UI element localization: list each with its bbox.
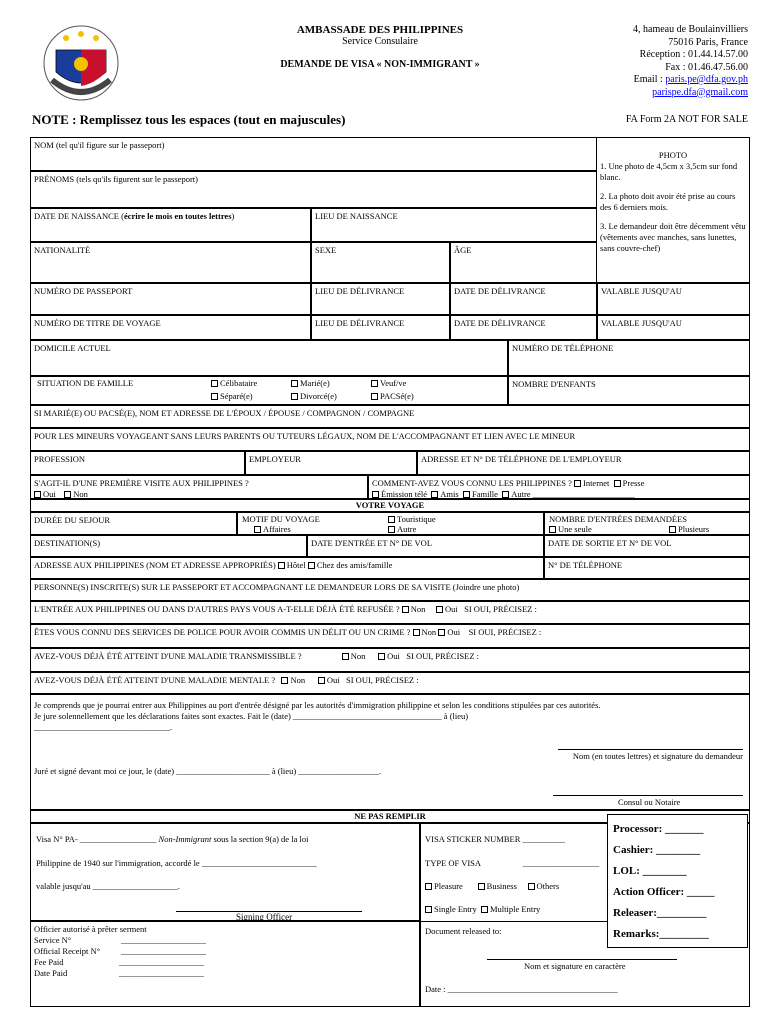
checkbox-label: Divorcé(e) — [300, 391, 337, 401]
field-label: LIEU DE NAISSANCE — [315, 211, 398, 221]
processor-field: Processor: _______ — [613, 823, 704, 835]
checkbox-veuf[interactable] — [371, 378, 406, 389]
field-mineurs[interactable] — [30, 428, 750, 451]
checkbox-label: Oui — [387, 651, 400, 661]
field-motif — [237, 512, 544, 535]
field-label: SITUATION DE FAMILLE — [37, 378, 134, 388]
field-label: SI OUI, PRÉCISEZ : — [468, 627, 542, 637]
action-officer-field: Action Officer: _____ — [613, 886, 715, 898]
embassy-seal — [42, 24, 120, 102]
checkbox-label: Amis — [440, 489, 459, 499]
field-label: NOMBRE D'ENTRÉES DEMANDÉES — [549, 514, 688, 524]
field-label: LIEU DE DÉLIVRANCE — [315, 286, 405, 296]
released-date: Date : ________________________________________ — [425, 984, 618, 994]
field-label: ÂGE — [454, 245, 472, 255]
checkbox-label: Plusieurs — [678, 524, 710, 534]
service-name: Service Consulaire — [342, 36, 418, 47]
office-oath-block: Officier autorisé à prêter serment Service N° ____________________ Official Receipt N° ____________________ Fee Paid ____________________ Date Paid ____________________ — [30, 921, 420, 1007]
field-date-sortie[interactable] — [544, 535, 750, 557]
declaration-text: ________________________________. — [34, 722, 173, 732]
signing-officer-label: Signing Officer — [236, 912, 293, 922]
checkbox-label: Non — [290, 675, 306, 685]
field-label: EMPLOYEUR — [249, 454, 301, 464]
checkbox-pleasure[interactable] — [425, 881, 463, 891]
checkbox-refusee-oui[interactable] — [436, 604, 458, 614]
checkbox-transmissible-oui[interactable] — [378, 651, 400, 661]
checkbox-transmissible-non[interactable] — [342, 651, 366, 661]
field-label: DESTINATION(S) — [34, 538, 101, 548]
address-line: 4, hameau de Boulainvilliers — [633, 24, 748, 35]
checkbox-separe[interactable] — [211, 391, 253, 402]
field-employeur[interactable] — [245, 451, 417, 475]
field-valable[interactable] — [597, 283, 750, 315]
photo-box — [596, 137, 750, 283]
checkbox-famille[interactable] — [463, 489, 498, 499]
field-label: ADRESSE AUX PHILIPPINES (NOM ET ADRESSE APPROPRIÉS) — [34, 560, 276, 570]
field-date-delivrance-2[interactable] — [450, 315, 597, 340]
field-label: NUMÉRO DE PASSEPORT — [34, 286, 133, 296]
checkbox-mentale-oui[interactable] — [318, 675, 340, 685]
photo-instruction: 2. La photo doit avoir été prise au cours des 6 derniers mois. — [600, 191, 736, 212]
field-label: PROFESSION — [34, 454, 86, 464]
field-label: SEXE — [315, 245, 337, 255]
field-date-entree[interactable] — [307, 535, 544, 557]
section-votre-voyage: VOTRE VOYAGE — [30, 499, 750, 512]
checkbox-label: Chez des amis/famille — [316, 560, 393, 570]
checkbox-non[interactable] — [64, 489, 88, 499]
field-label: NATIONALITÉ — [34, 245, 91, 255]
field-mentale — [30, 672, 750, 694]
checkbox-label: Non — [421, 627, 437, 637]
field-label: DATE D'ENTRÉE ET N° DE VOL — [311, 538, 433, 548]
address-line: Fax : 01.46.47.56.00 — [665, 61, 748, 73]
declaration-text: Je jure solennellement que les déclarations faites sont exactes. Fait le (date) ___________________________________ à (lieu) — [34, 711, 469, 721]
embassy-address — [528, 24, 748, 99]
signature-line — [558, 749, 743, 750]
checkbox-label: Séparé(e) — [220, 391, 253, 401]
checkbox-label: Presse — [622, 478, 645, 488]
field-label: ÊTES VOUS CONNU DES SERVICES DE POLICE POUR AVOIR COMMIS UN DÉLIT OU UN CRIME ? — [34, 627, 411, 637]
email-link-1[interactable]: paris.pe@dfa.gov.ph — [665, 74, 748, 85]
declaration-text: Je comprends que je pourrai entrer aux Philippines au port d'entrée désigné par les autorités d'immigration philippine et selon les conditions stipulées par ces autorités. — [34, 700, 601, 710]
consul-signature-line — [553, 795, 743, 796]
field-epoux[interactable] — [30, 405, 750, 428]
field-duree[interactable] — [30, 512, 237, 535]
field-label: POUR LES MINEURS VOYAGEANT SANS LEURS PARENTS OU TUTEURS LÉGAUX, NOM DE L'ACCOMPAGNANT ET LIEN AVEC LE MINEUR — [34, 431, 576, 441]
checkbox-label: Oui — [43, 489, 56, 499]
email-link-2[interactable]: parispe.dfa@gmail.com — [652, 86, 748, 98]
checkbox-label: Touristique — [397, 514, 436, 524]
checkbox-autre[interactable] — [502, 489, 634, 499]
released-signature-label: Nom et signature en caractère — [524, 961, 626, 971]
field-label: S'AGIT-IL D'UNE PREMIÈRE VISITE AUX PHILIPPINES ? — [34, 478, 249, 488]
field-nb-enfants[interactable] — [508, 376, 750, 405]
sticker-label: VISA STICKER NUMBER __________ — [425, 834, 566, 844]
checkbox-label: Oui — [444, 604, 458, 614]
releaser-field: Releaser:_________ — [613, 907, 707, 919]
visa-section-text: sous la section 9(a) de la loi — [211, 834, 309, 844]
checkbox-others[interactable] — [528, 881, 560, 891]
checkbox-police-oui[interactable] — [438, 627, 460, 637]
field-prenoms[interactable] — [30, 171, 597, 208]
photo-title: PHOTO — [658, 150, 688, 160]
field-label: NOMBRE D'ENFANTS — [512, 379, 596, 389]
field-label: VALABLE JUSQU'AU — [601, 318, 682, 328]
field-label: DURÉE DU SEJOUR — [34, 515, 111, 525]
field-label: NUMÉRO DE TITRE DE VOYAGE — [34, 318, 161, 328]
field-age[interactable] — [450, 242, 597, 283]
checkbox-oui[interactable] — [34, 489, 56, 499]
checkbox-label: Business — [486, 881, 517, 891]
field-label: N° DE TÉLÉPHONE — [548, 560, 623, 570]
remarks-field: Remarks:_________ — [613, 928, 709, 940]
form-number: FA Form 2A NOT FOR SALE — [625, 114, 748, 125]
checkbox-label: Hôtel — [286, 560, 306, 570]
office-visa-block — [30, 823, 420, 921]
declaration-box — [30, 694, 750, 810]
field-label: COMMENT-AVEZ VOUS CONNU LES PHILIPPINES ? — [372, 478, 572, 488]
checkbox-police-non[interactable] — [413, 627, 437, 637]
receipt-label: Official Receipt N° — [34, 946, 101, 956]
field-refusee — [30, 601, 750, 624]
cashier-field: Cashier: ________ — [613, 844, 701, 856]
checkbox-marie[interactable] — [291, 378, 330, 389]
checkbox-label: Oui — [447, 627, 461, 637]
field-label: DATE DE NAISSANCE ( — [34, 211, 124, 221]
office-sticker-block: VISA STICKER NUMBER __________ TYPE OF VISA __________________ Pleasure Business Others Single Entry Multiple Entry Document released to: Nom et signature en caractère Date : ________________________________________ — [420, 823, 750, 1007]
checkbox-label: Autre ________________________ — [511, 489, 635, 499]
address-line: Réception : 01.44.14.57.00 — [639, 49, 748, 60]
consul-label: Consul ou Notaire — [618, 797, 681, 807]
photo-instruction: 1. Une photo de 4,5cm x 3,5cm sur fond blanc. — [600, 161, 738, 182]
field-label: ) — [231, 211, 235, 221]
field-situation-famille — [30, 376, 508, 405]
field-label: NOM (tel qu'il figure sur le passeport) — [34, 140, 165, 150]
visa-law-text: Philippine de 1940 sur l'immigration, accordé le ___________________________ — [36, 858, 317, 868]
field-label: AVEZ-VOUS DÉJÀ ÉTÉ ATTEINT D'UNE MALADIE MENTALE ? — [34, 675, 276, 685]
address-line: 75016 Paris, France — [668, 36, 748, 48]
checkbox-label: Single Entry — [434, 904, 477, 914]
checkbox-hotel[interactable] — [278, 560, 306, 570]
checkbox-affaires[interactable] — [254, 524, 291, 535]
field-label: PERSONNE(S) INSCRITE(S) SUR LE PASSEPORT ET ACCOMPAGNANT LE DEMANDEUR LORS DE SA VISITE (Joindre une photo) — [34, 582, 520, 592]
checkbox-business[interactable] — [478, 881, 517, 891]
field-label: DATE DE DÉLIVRANCE — [454, 286, 546, 296]
field-transmissible — [30, 648, 750, 672]
checkbox-label: Une seule — [558, 524, 592, 534]
field-label: SI OUI, PRÉCISEZ : — [406, 651, 479, 661]
field-label: SI OUI, PRÉCISEZ : — [346, 675, 419, 685]
checkbox-plusieurs[interactable] — [669, 524, 709, 535]
section-ne-pas-remplir: NE PAS REMPLIR — [30, 810, 750, 823]
photo-instruction: 3. Le demandeur doit être décemment vêtu (vêtements avec manches, sans lunettes, sans couvre-chef) — [600, 221, 746, 253]
field-label: NUMÉRO DE TÉLÉPHONE — [512, 343, 614, 353]
note-heading: NOTE : Remplissez tous les espaces (tout en majuscules) — [32, 112, 346, 127]
field-label: DOMICILE ACTUEL — [34, 343, 111, 353]
checkbox-label: Famille — [471, 489, 498, 499]
checkbox-celibataire[interactable] — [211, 378, 257, 389]
checkbox-label: Affaires — [263, 524, 291, 534]
field-police — [30, 624, 750, 648]
lol-field: LOL: ________ — [613, 865, 687, 877]
checkbox-label: Internet — [582, 478, 610, 488]
checkbox-label: Pleasure — [434, 881, 463, 891]
oath-label: Officier autorisé à prêter serment — [34, 924, 147, 934]
checkbox-label: Non — [73, 489, 88, 499]
type-visa-label: TYPE OF VISA — [425, 858, 481, 868]
visa-number: Visa N° PA- __________________ — [36, 834, 157, 844]
released-signature-line — [487, 959, 677, 960]
checkbox-label: PACSé(e) — [380, 391, 414, 401]
checkbox-chez-amis[interactable] — [308, 560, 393, 570]
checkbox-label: Émission télé — [381, 489, 428, 499]
field-label-emphasis: écrire le mois en toutes lettres — [123, 211, 232, 221]
checkbox-pacse[interactable] — [371, 391, 414, 402]
field-label: SI OUI, PRÉCISEZ : — [464, 604, 537, 614]
field-personnes[interactable] — [30, 579, 750, 601]
date-paid-label: Date Paid — [34, 968, 68, 978]
checkbox-emission[interactable] — [372, 489, 427, 499]
field-date-naissance[interactable] — [30, 208, 311, 242]
field-nom[interactable] — [30, 137, 597, 171]
embassy-name: AMBASSADE DES PHILIPPINES — [296, 24, 464, 36]
checkbox-label: Autre — [397, 524, 417, 534]
checkbox-une-seule[interactable] — [549, 524, 592, 535]
checkbox-autre-motif[interactable] — [388, 524, 416, 535]
checkbox-label: Multiple Entry — [489, 904, 541, 914]
field-comment-connu — [368, 475, 750, 499]
checkbox-single-entry[interactable] — [425, 904, 477, 914]
field-nationalite[interactable] — [30, 242, 311, 283]
email-label: Email : — [633, 74, 666, 85]
header-title-block — [230, 24, 530, 70]
field-telephone[interactable] — [508, 340, 750, 376]
field-valable-2[interactable] — [597, 315, 750, 340]
field-date-delivrance[interactable] — [450, 283, 597, 315]
checkbox-label: Veuf/ve — [380, 378, 407, 388]
field-label: L'ENTRÉE AUX PHILIPPINES OU DANS D'AUTRES PAYS VOUS A-T-ELLE DÉJÀ ÉTÉ REFUSÉE ? — [34, 604, 400, 614]
checkbox-label: Oui — [326, 675, 340, 685]
field-label: PRÉNOMS (tels qu'ils figurent sur le passeport) — [34, 174, 198, 184]
field-label: MOTIF DU VOYAGE — [242, 514, 320, 524]
field-label: DATE DE SORTIE ET N° DE VOL — [548, 538, 672, 548]
field-nb-entrees — [544, 512, 750, 535]
sworn-statement: Juré et signé devant moi ce jour, le (date) ______________________ à (lieu) ___________________. — [34, 766, 382, 776]
checkbox-label: Célibataire — [220, 378, 258, 388]
field-num-passeport[interactable] — [30, 283, 311, 315]
field-num-titre[interactable] — [30, 315, 311, 340]
field-domicile[interactable] — [30, 340, 508, 376]
field-label: LIEU DE DÉLIVRANCE — [315, 318, 405, 328]
field-lieu-naissance[interactable] — [311, 208, 597, 242]
field-destination[interactable] — [30, 535, 307, 557]
field-sexe[interactable] — [311, 242, 450, 283]
field-lieu-delivrance[interactable] — [311, 283, 450, 315]
field-label: VALABLE JUSQU'AU — [601, 286, 682, 296]
checkbox-label: Marié(e) — [300, 378, 330, 388]
divider — [421, 921, 608, 922]
field-label: SI MARIÉ(E) OU PACSÉ(E), NOM ET ADRESSE DE L'ÉPOUX / ÉPOUSE / COMPAGNON / COMPAGNE — [34, 408, 415, 418]
visa-type-text: Non-Immigrant — [158, 834, 212, 844]
field-profession[interactable] — [30, 451, 245, 475]
field-adresse-philippines — [30, 557, 544, 579]
field-premiere-visite — [30, 475, 368, 499]
released-label: Document released to: — [425, 926, 502, 936]
field-label: DATE DE DÉLIVRANCE — [454, 318, 546, 328]
field-label: ADRESSE ET N° DE TÉLÉPHONE DE L'EMPLOYEUR — [421, 454, 622, 464]
service-number-label: Service N° — [34, 935, 72, 945]
checkbox-refusee-non[interactable] — [402, 604, 426, 614]
field-label: AVEZ-VOUS DÉJÀ ÉTÉ ATTEINT D'UNE MALADIE TRANSMISSIBLE ? — [34, 651, 302, 661]
applicant-signature-label: Nom (en toutes lettres) et signature du demandeur — [572, 751, 743, 761]
checkbox-multiple-entry[interactable] — [481, 904, 540, 914]
form-title: DEMANDE DE VISA « NON-IMMIGRANT » — [280, 59, 480, 70]
field-tel-philippines[interactable] — [544, 557, 750, 579]
checkbox-label: Non — [410, 604, 426, 614]
visa-valid-until: valable jusqu'au ____________________. — [36, 881, 180, 891]
checkbox-label: Others — [536, 881, 560, 891]
staff-box — [607, 814, 748, 948]
checkbox-label: Non — [350, 651, 366, 661]
checkbox-amis[interactable] — [431, 489, 458, 499]
checkbox-mentale-non[interactable] — [281, 675, 305, 685]
fee-label: Fee Paid — [34, 957, 64, 967]
checkbox-internet[interactable] — [574, 478, 609, 488]
field-lieu-delivrance-2[interactable] — [311, 315, 450, 340]
field-adresse-employeur[interactable] — [417, 451, 750, 475]
checkbox-presse[interactable] — [614, 478, 645, 488]
checkbox-divorce[interactable] — [291, 391, 337, 402]
